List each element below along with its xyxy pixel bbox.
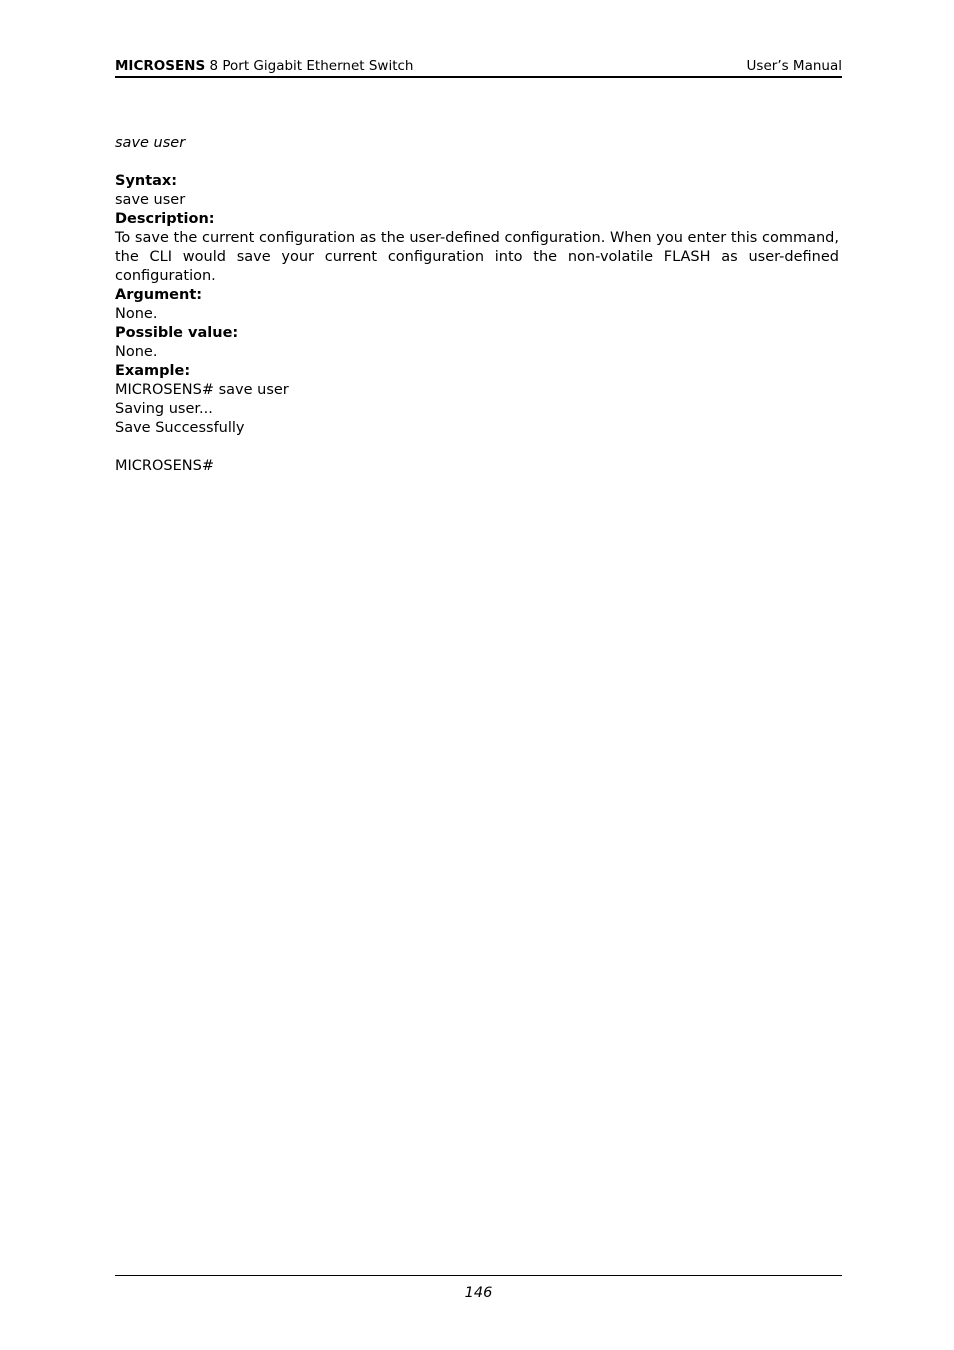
header-product: 8 Port Gigabit Ethernet Switch [205,58,414,74]
header-brand: MICROSENS [115,58,206,74]
argument-label: Argument: [115,287,203,303]
footer-divider [115,1275,842,1276]
syntax-label: Syntax: [115,173,178,189]
spacer [115,153,839,172]
example-line: Saving user... [115,401,213,417]
example-line: MICROSENS# [115,458,214,474]
example-label: Example: [115,363,191,379]
header-manual-label: User’s Manual [746,58,842,74]
example-line: MICROSENS# save user [115,382,289,398]
description-label: Description: [115,211,215,227]
example-blank-line [115,438,839,457]
possible-value-label: Possible value: [115,325,239,341]
possible-value-text: None. [115,344,158,360]
page-number: 146 [464,1285,493,1301]
page-header [115,57,842,78]
syntax-text: save user [115,192,186,208]
example-line: Save Successfully [115,420,245,436]
header-title [115,57,413,76]
argument-text: None. [115,306,158,322]
command-title: save user [115,135,186,151]
command-section [115,134,839,476]
description-text: To save the current configuration as the user-defined configuration. When you enter this command, the CLI would save your current configuration into the non-volatile FLASH as user-defined configuration. [115,230,839,284]
